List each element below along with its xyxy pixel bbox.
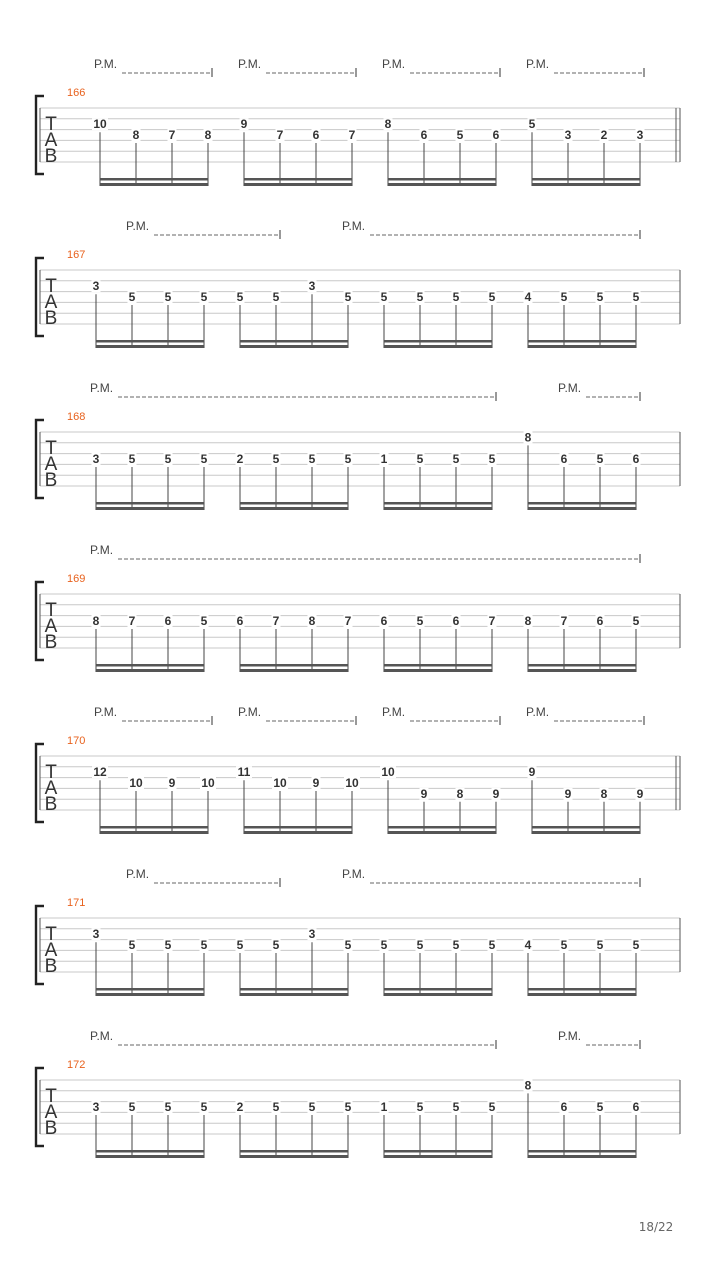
- palm-mute-label: P.M.: [126, 867, 150, 881]
- tab-letter-b: B: [44, 632, 58, 653]
- fret-number: 7: [348, 128, 356, 142]
- beam: [384, 988, 492, 991]
- palm-mute-label: P.M.: [94, 705, 118, 719]
- fret-number: 9: [636, 786, 644, 801]
- fret-number: 4: [524, 938, 532, 952]
- fret-number: 6: [420, 128, 428, 142]
- beam: [528, 664, 636, 667]
- measure-number: 169: [67, 573, 86, 585]
- palm-mute-label: P.M.: [94, 57, 118, 71]
- beam: [96, 507, 204, 510]
- fret-number: 3: [92, 927, 100, 942]
- beam: [244, 826, 352, 829]
- fret-number: 10: [345, 776, 359, 790]
- fret-number: 8: [132, 128, 140, 142]
- beam: [96, 669, 204, 672]
- fret-number: 12: [93, 765, 107, 780]
- fret-number: 5: [308, 452, 316, 466]
- fret-number: 5: [380, 938, 388, 952]
- fret-number: 5: [128, 938, 136, 952]
- fret-number: 5: [416, 452, 424, 466]
- tab-letter-b: B: [44, 794, 58, 815]
- fret-number: 8: [524, 430, 532, 445]
- fret-number: 5: [452, 938, 460, 952]
- fret-number: 8: [524, 1078, 532, 1093]
- beam: [96, 1150, 204, 1153]
- fret-number: 5: [380, 290, 388, 304]
- beam: [100, 826, 208, 829]
- measure-number: 167: [67, 249, 86, 261]
- fret-number: 5: [200, 614, 208, 628]
- fret-number: 5: [272, 938, 280, 952]
- fret-number: 5: [164, 938, 172, 952]
- fret-number: 8: [204, 128, 212, 142]
- fret-number: 9: [492, 786, 500, 801]
- palm-mute-label: P.M.: [526, 705, 550, 719]
- measure-number: 170: [67, 735, 86, 747]
- measure-number: 171: [67, 897, 86, 909]
- beam: [240, 664, 348, 667]
- fret-number: 7: [168, 128, 176, 142]
- palm-mute-label: P.M.: [558, 1029, 582, 1043]
- fret-number: 6: [560, 1100, 568, 1114]
- fret-number: 3: [308, 279, 316, 294]
- beam: [384, 502, 492, 505]
- beam: [240, 507, 348, 510]
- fret-number: 7: [128, 614, 136, 628]
- tab-letter-b: B: [44, 956, 58, 977]
- fret-number: 4: [524, 290, 532, 304]
- beam: [240, 993, 348, 996]
- measure-number: 166: [67, 87, 86, 99]
- fret-number: 5: [596, 290, 604, 304]
- tab-letter-t: T: [45, 924, 57, 945]
- fret-number: 5: [416, 614, 424, 628]
- tab-letter-a: A: [44, 616, 58, 637]
- beam: [244, 831, 352, 834]
- beam: [244, 178, 352, 181]
- tab-letter-b: B: [44, 1118, 58, 1139]
- fret-number: 5: [452, 1100, 460, 1114]
- beam: [100, 831, 208, 834]
- fret-number: 6: [164, 614, 172, 628]
- fret-number: 5: [416, 290, 424, 304]
- beam: [528, 1155, 636, 1158]
- fret-number: 5: [344, 290, 352, 304]
- fret-number: 9: [168, 776, 176, 790]
- tab-letter-t: T: [45, 438, 57, 459]
- fret-number: 10: [273, 776, 287, 790]
- palm-mute-label: P.M.: [558, 381, 582, 395]
- beam: [100, 183, 208, 186]
- beam: [96, 988, 204, 991]
- fret-number: 3: [92, 1100, 100, 1114]
- beam: [96, 345, 204, 348]
- tab-letter-t: T: [45, 762, 57, 783]
- beam: [532, 826, 640, 829]
- beam: [384, 993, 492, 996]
- tab-letter-t: T: [45, 276, 57, 297]
- tab-letter-a: A: [44, 454, 58, 475]
- palm-mute-label: P.M.: [90, 381, 114, 395]
- fret-number: 5: [272, 452, 280, 466]
- fret-number: 5: [596, 452, 604, 466]
- fret-number: 5: [128, 452, 136, 466]
- fret-number: 7: [272, 614, 280, 628]
- fret-number: 6: [560, 452, 568, 466]
- fret-number: 5: [200, 1100, 208, 1114]
- beam: [240, 1155, 348, 1158]
- beam: [528, 502, 636, 505]
- beam: [384, 345, 492, 348]
- fret-number: 6: [236, 614, 244, 628]
- beam: [96, 993, 204, 996]
- fret-number: 6: [632, 452, 640, 466]
- fret-number: 5: [596, 1100, 604, 1114]
- beam: [384, 664, 492, 667]
- fret-number: 8: [308, 614, 316, 628]
- fret-number: 5: [200, 290, 208, 304]
- beam: [240, 669, 348, 672]
- fret-number: 3: [636, 128, 644, 142]
- fret-number: 6: [596, 614, 604, 628]
- palm-mute-label: P.M.: [90, 1029, 114, 1043]
- beam: [240, 345, 348, 348]
- beam: [384, 1155, 492, 1158]
- fret-number: 5: [308, 1100, 316, 1114]
- fret-number: 10: [129, 776, 143, 790]
- fret-number: 5: [128, 290, 136, 304]
- fret-number: 7: [344, 614, 352, 628]
- fret-number: 5: [164, 1100, 172, 1114]
- palm-mute-label: P.M.: [90, 543, 114, 557]
- fret-number: 5: [164, 452, 172, 466]
- fret-number: 5: [344, 1100, 352, 1114]
- fret-number: 2: [236, 452, 244, 466]
- fret-number: 11: [237, 765, 251, 780]
- fret-number: 5: [200, 452, 208, 466]
- fret-number: 5: [632, 614, 640, 628]
- fret-number: 3: [92, 279, 100, 294]
- beam: [384, 669, 492, 672]
- fret-number: 5: [236, 938, 244, 952]
- beam: [240, 340, 348, 343]
- beam: [384, 1150, 492, 1153]
- palm-mute-label: P.M.: [526, 57, 550, 71]
- beam: [528, 507, 636, 510]
- beam: [532, 831, 640, 834]
- fret-number: 8: [92, 614, 100, 628]
- palm-mute-label: P.M.: [382, 705, 406, 719]
- measure-number: 168: [67, 411, 86, 423]
- fret-number: 8: [524, 614, 532, 628]
- palm-mute-label: P.M.: [342, 219, 366, 233]
- fret-number: 6: [380, 614, 388, 628]
- page-number: 18/22: [638, 1220, 674, 1234]
- fret-number: 6: [312, 128, 320, 142]
- palm-mute-label: P.M.: [342, 867, 366, 881]
- tab-letter-a: A: [44, 292, 58, 313]
- beam: [240, 1150, 348, 1153]
- fret-number: 8: [456, 786, 464, 801]
- fret-number: 5: [272, 1100, 280, 1114]
- fret-number: 9: [240, 117, 248, 132]
- fret-number: 10: [201, 776, 215, 790]
- palm-mute-label: P.M.: [238, 57, 262, 71]
- beam: [528, 345, 636, 348]
- fret-number: 5: [488, 290, 496, 304]
- beam: [528, 669, 636, 672]
- fret-number: 3: [564, 128, 572, 142]
- fret-number: 9: [564, 786, 572, 801]
- fret-number: 7: [560, 614, 568, 628]
- fret-number: 5: [488, 938, 496, 952]
- fret-number: 2: [600, 128, 608, 142]
- palm-mute-label: P.M.: [238, 705, 262, 719]
- fret-number: 1: [380, 452, 388, 466]
- fret-number: 7: [488, 614, 496, 628]
- beam: [528, 993, 636, 996]
- palm-mute-label: P.M.: [382, 57, 406, 71]
- beam: [532, 183, 640, 186]
- fret-number: 5: [456, 128, 464, 142]
- tab-letter-a: A: [44, 778, 58, 799]
- beam: [96, 502, 204, 505]
- beam: [240, 502, 348, 505]
- fret-number: 3: [308, 927, 316, 942]
- fret-number: 5: [560, 938, 568, 952]
- fret-number: 5: [200, 938, 208, 952]
- fret-number: 1: [380, 1100, 388, 1114]
- measure-number: 172: [67, 1059, 86, 1071]
- fret-number: 5: [416, 1100, 424, 1114]
- fret-number: 5: [344, 938, 352, 952]
- fret-number: 7: [276, 128, 284, 142]
- tab-letter-b: B: [44, 146, 58, 167]
- beam: [244, 183, 352, 186]
- fret-number: 5: [452, 452, 460, 466]
- fret-number: 5: [560, 290, 568, 304]
- beam: [528, 1150, 636, 1153]
- fret-number: 2: [236, 1100, 244, 1114]
- tab-letter-t: T: [45, 1086, 57, 1107]
- beam: [96, 664, 204, 667]
- fret-number: 5: [488, 452, 496, 466]
- tab-letter-a: A: [44, 940, 58, 961]
- beam: [384, 507, 492, 510]
- fret-number: 5: [272, 290, 280, 304]
- fret-number: 6: [632, 1100, 640, 1114]
- fret-number: 6: [492, 128, 500, 142]
- fret-number: 5: [452, 290, 460, 304]
- tab-letter-a: A: [44, 130, 58, 151]
- beam: [384, 340, 492, 343]
- beam: [240, 988, 348, 991]
- fret-number: 5: [344, 452, 352, 466]
- beam: [528, 988, 636, 991]
- fret-number: 5: [632, 290, 640, 304]
- tab-letter-t: T: [45, 600, 57, 621]
- fret-number: 5: [488, 1100, 496, 1114]
- beam: [388, 831, 496, 834]
- tab-letter-a: A: [44, 1102, 58, 1123]
- fret-number: 5: [416, 938, 424, 952]
- fret-number: 5: [128, 1100, 136, 1114]
- fret-number: 9: [528, 765, 536, 780]
- beam: [96, 340, 204, 343]
- beam: [532, 178, 640, 181]
- fret-number: 5: [596, 938, 604, 952]
- fret-number: 6: [452, 614, 460, 628]
- fret-number: 5: [528, 117, 536, 132]
- fret-number: 3: [92, 452, 100, 466]
- tab-letter-t: T: [45, 114, 57, 135]
- palm-mute-label: P.M.: [126, 219, 150, 233]
- fret-number: 9: [312, 776, 320, 790]
- beam: [96, 1155, 204, 1158]
- fret-number: 8: [600, 786, 608, 801]
- fret-number: 8: [384, 117, 392, 132]
- beam: [388, 826, 496, 829]
- beam: [388, 183, 496, 186]
- beam: [100, 178, 208, 181]
- tab-letter-b: B: [44, 470, 58, 491]
- fret-number: 10: [381, 765, 395, 780]
- fret-number: 10: [93, 117, 107, 132]
- beam: [528, 340, 636, 343]
- fret-number: 5: [164, 290, 172, 304]
- fret-number: 9: [420, 786, 428, 801]
- fret-number: 5: [236, 290, 244, 304]
- beam: [388, 178, 496, 181]
- tab-letter-b: B: [44, 308, 58, 329]
- fret-number: 5: [632, 938, 640, 952]
